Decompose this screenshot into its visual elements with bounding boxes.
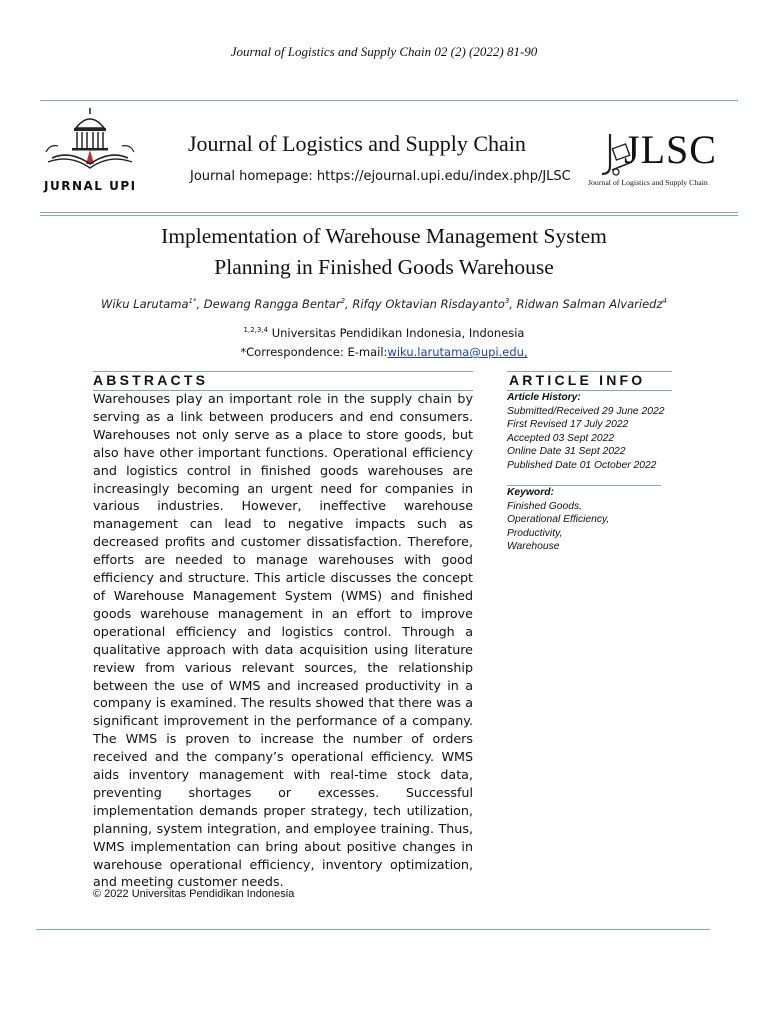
keyword-item: Productivity, bbox=[507, 527, 563, 539]
journal-name: Journal of Logistics and Supply Chain bbox=[188, 131, 526, 156]
article-history-label: Article History: bbox=[507, 392, 581, 403]
history-item: Published Date 01 October 2022 bbox=[507, 459, 657, 471]
keyword-label: Keyword: bbox=[507, 487, 554, 498]
correspondence-label: *Correspondence: E-mail: bbox=[240, 345, 388, 359]
keyword-item: Finished Goods, bbox=[507, 500, 582, 512]
affiliation bbox=[0, 326, 768, 340]
jurnal-upi-logo bbox=[38, 104, 142, 196]
journal-homepage[interactable]: Journal homepage: https://ejournal.upi.edu/index.php/JLSC bbox=[190, 169, 571, 184]
keyword-item: Operational Efficiency, bbox=[507, 514, 610, 526]
keyword-item: Warehouse bbox=[507, 541, 560, 553]
author-name: Ridwan Salman Alvariedz bbox=[516, 297, 663, 311]
correspondence bbox=[0, 345, 768, 359]
history-item: First Revised 17 July 2022 bbox=[507, 419, 629, 431]
article-history bbox=[507, 391, 664, 473]
paper-title-line-2: Planning in Finished Goods Warehouse bbox=[214, 255, 554, 279]
jlsc-logo-letters: JLSC bbox=[624, 127, 717, 172]
abstract-heading-box bbox=[93, 371, 473, 391]
author-superscript: 2 bbox=[340, 297, 346, 306]
history-item: Submitted/Received 29 June 2022 bbox=[507, 405, 665, 417]
affiliation-text: Universitas Pendidikan Indonesia, Indonesia bbox=[271, 326, 525, 340]
jurnal-upi-logo-text: JURNAL UPI bbox=[44, 179, 137, 193]
running-header-citation: Journal of Logistics and Supply Chain 02 (2) (2022) 81-90 bbox=[230, 44, 538, 59]
abstract-body: Warehouses play an important role in the supply chain by serving as a link between producers and end consumers. Warehouses not only serve as a place to store goods, but also have other important functions. Operational efficiency and logistics control in finished goods warehouses are increasingly becoming an urgent need for companies in various industries. However, ineffective warehouse management can lead to negative impacts such as decreased profits and customer dissatisfaction. Therefore, efforts are needed to manage warehouses with good efficiency and structure. This article discusses the concept of Warehouse Management System (WMS) and finished goods warehouse management in an effort to improve operational efficiency and logistics control. Through a qualitative approach with data acquisition using literature review from various relevant sources, the relationship between the use of WMS and increased productivity in a company is examined. The results showed that there was a significant improvement in the performance of a company. The WMS is proven to increase the number of orders received and the company’s operational efficiency. WMS aids inventory management with real-time stock data, preventing shortages or excesses. Successful implementation demands proper strategy, tech utilization, planning, system integration, and employee training. Thus, WMS implementation can bring about positive changes in warehouse operational efficiency, inventory optimization, and meeting customer needs. bbox=[93, 391, 473, 890]
author-name: Rifqy Oktavian Risdayanto bbox=[352, 297, 505, 311]
author-name: Wiku Larutama bbox=[101, 297, 189, 311]
article-info-heading-box bbox=[507, 371, 672, 391]
correspondence-email-link[interactable]: wiku.larutama@upi.edu, bbox=[387, 345, 528, 359]
author-list: Wiku Larutama$^{1*}$, Dewang Rangga Bentar$^2$, Rifqy Oktavian Risdayanto$^3$, Ridwan Salman Alvariedz$^4$ bbox=[101, 297, 667, 311]
abstract-heading: ABSTRACTS bbox=[93, 372, 209, 388]
author-superscript: 3 bbox=[504, 297, 510, 306]
author-superscript: 1* bbox=[188, 297, 197, 306]
jlsc-logo bbox=[588, 127, 728, 192]
header-top-rule bbox=[40, 100, 738, 101]
history-item: Online Date 31 Sept 2022 bbox=[507, 446, 626, 458]
paper-title-line-1: Implementation of Warehouse Management System bbox=[161, 224, 607, 248]
history-item: Accepted 03 Sept 2022 bbox=[507, 432, 615, 444]
article-info-heading: ARTICLE INFO bbox=[509, 372, 646, 388]
paper-title bbox=[60, 221, 708, 283]
author-name: Dewang Rangga Bentar bbox=[203, 297, 341, 311]
copyright-notice: © 2022 Universitas Pendidikan Indonesia bbox=[93, 888, 295, 900]
author-superscript: 4 bbox=[662, 297, 667, 306]
header-bottom-rule bbox=[40, 212, 738, 216]
footer-rule bbox=[36, 929, 710, 930]
keywords bbox=[507, 486, 609, 554]
affiliation-superscript: 1,2,3,4 bbox=[243, 326, 269, 335]
jlsc-logo-caption: Journal of Logistics and Supply Chain bbox=[588, 178, 708, 187]
